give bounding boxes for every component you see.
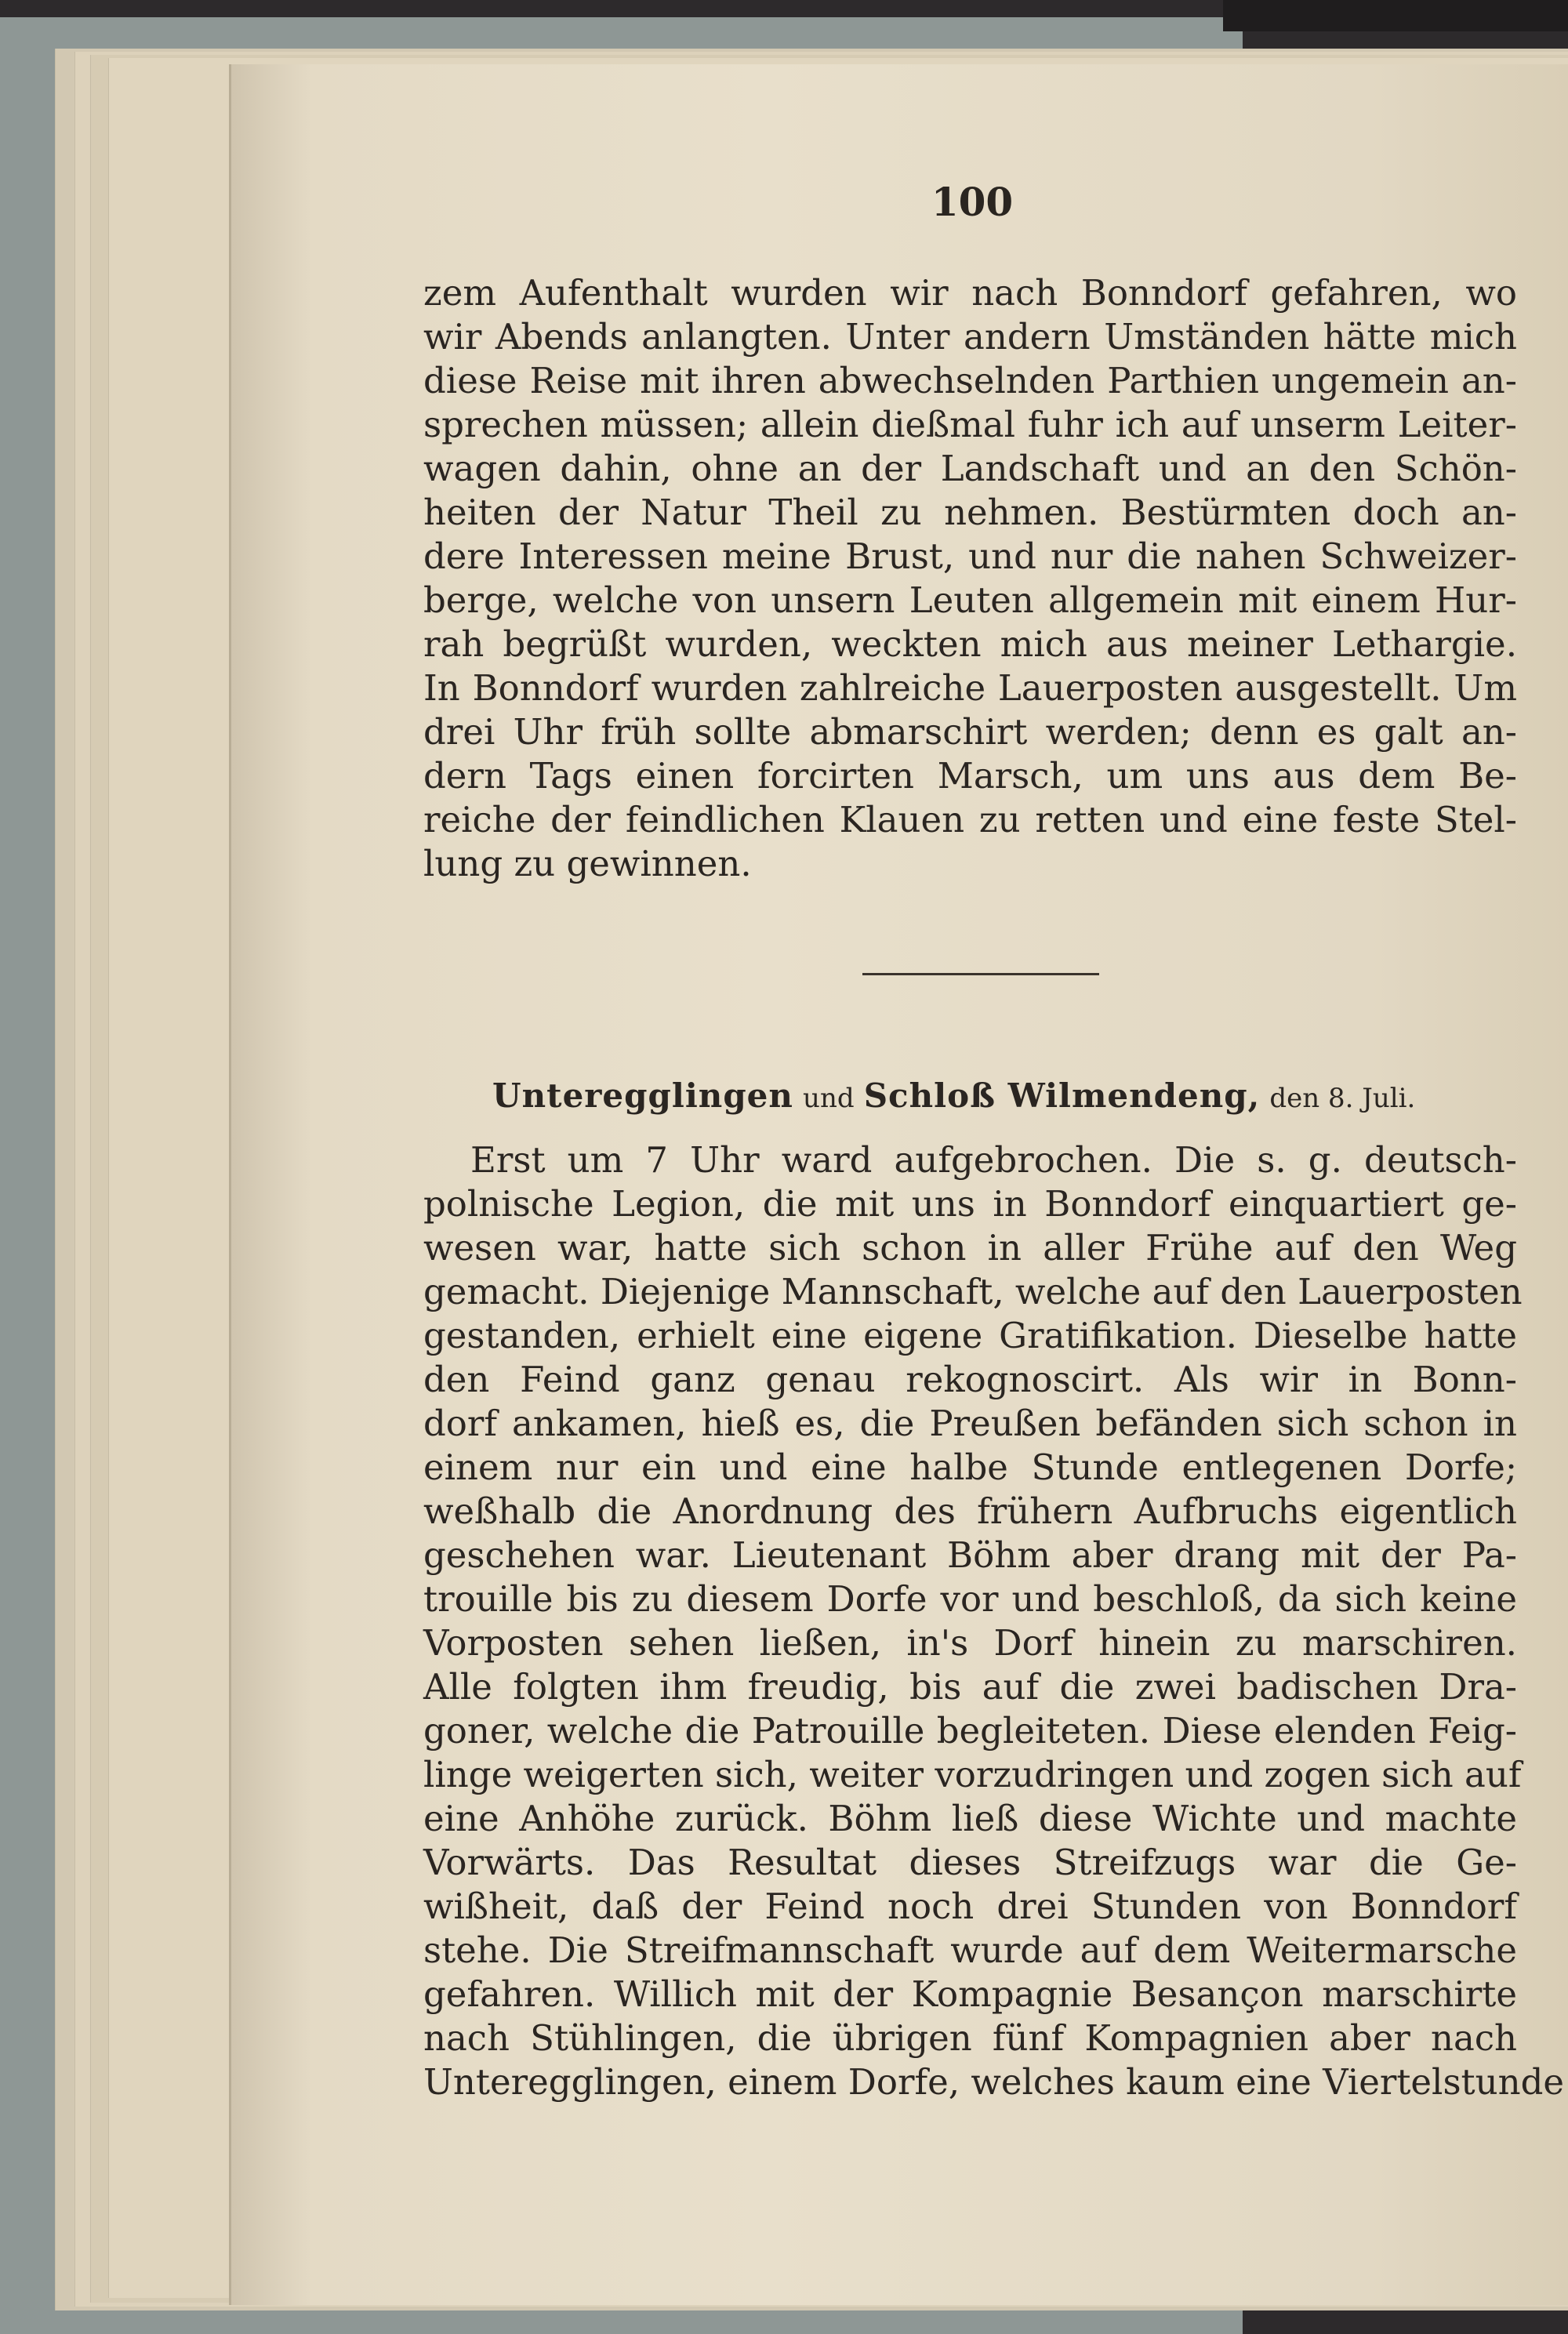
heading-place: Unteregglingen <box>492 1076 793 1115</box>
text-line: heiten der Natur Theil zu nehmen. Bestürmten doch an- <box>423 492 1517 533</box>
background-corner <box>1223 0 1568 31</box>
text-line: In Bonndorf wurden zahlreiche Lauerposten ausgestellt. Um <box>423 667 1517 709</box>
text-line: gestanden, erhielt eine eigene Gratifikation. Dieselbe hatte <box>423 1315 1517 1356</box>
section-divider <box>862 973 1099 975</box>
text-line: weßhalb die Anordnung des frühern Aufbruchs eigentlich <box>423 1490 1517 1532</box>
text-line: linge weigerten sich, weiter vorzudringen und zogen sich auf <box>423 1754 1522 1795</box>
text-line: reiche der feindlichen Klauen zu retten und eine feste Stel- <box>423 799 1517 840</box>
text-line: wir Abends anlangten. Unter andern Umständen hätte mich <box>423 316 1517 358</box>
text-line: den Feind ganz genau rekognoscirt. Als wir in Bonn- <box>423 1359 1517 1400</box>
text-line: geschehen war. Lieutenant Böhm aber drang mit der Pa- <box>423 1534 1517 1576</box>
heading-date: den 8. Juli. <box>1269 1083 1416 1114</box>
text-line: dere Interessen meine Brust, und nur die nahen Schweizer- <box>423 535 1517 577</box>
paragraph-1 <box>423 271 1517 886</box>
text-line: dern Tags einen forcirten Marsch, um uns aus dem Be- <box>423 755 1517 797</box>
text-line: Alle folgten ihm freudig, bis auf die zwei badischen Dra- <box>423 1666 1517 1708</box>
text-line: goner, welche die Patrouille begleiteten. Diese elenden Feig- <box>423 1710 1517 1751</box>
text-line: Unteregglingen, einem Dorfe, welches kaum eine Viertelstunde <box>423 2061 1565 2103</box>
text-line: wagen dahin, ohne an der Landschaft und an den Schön- <box>423 448 1517 489</box>
text-line: eine Anhöhe zurück. Böhm ließ diese Wichte und machte <box>423 1798 1517 1839</box>
heading-conjunction: und <box>803 1083 855 1114</box>
text-line: berge, welche von unsern Leuten allgemein mit einem Hur- <box>423 579 1517 621</box>
section-heading <box>492 1076 1504 1115</box>
text-line: rah begrüßt wurden, weckten mich aus meiner Lethargie. <box>423 623 1517 665</box>
heading-place-2: Schloß Wilmendeng, <box>863 1076 1261 1115</box>
text-line: wißheit, daß der Feind noch drei Stunden von Bonndorf <box>423 1886 1517 1927</box>
text-line: stehe. Die Streifmannschaft wurde auf dem Weitermarsche <box>423 1929 1517 1971</box>
text-line: nach Stühlingen, die übrigen fünf Kompagnien aber nach <box>423 2017 1517 2059</box>
text-line: polnische Legion, die mit uns in Bonndorf einquartiert ge- <box>423 1183 1517 1225</box>
text-line: dorf ankamen, hieß es, die Preußen befänden sich schon in <box>423 1403 1517 1444</box>
text-line: zem Aufenthalt wurden wir nach Bonndorf gefahren, wo <box>423 272 1517 314</box>
page-number: 100 <box>931 179 1014 225</box>
text-line: Vorwärts. Das Resultat dieses Streifzugs war die Ge- <box>423 1842 1517 1883</box>
text-line: Erst um 7 Uhr ward aufgebrochen. Die s. g. deutsch- <box>470 1139 1517 1181</box>
text-line: wesen war, hatte sich schon in aller Frühe auf den Weg <box>423 1227 1517 1269</box>
text-line: einem nur ein und eine halbe Stunde entlegenen Dorfe; <box>423 1446 1517 1488</box>
paragraph-2 <box>423 1138 1565 2104</box>
text-line: lung zu gewinnen. <box>423 843 752 884</box>
text-line: sprechen müssen; allein dießmal fuhr ich auf unserm Leiter- <box>423 404 1517 445</box>
text-line: diese Reise mit ihren abwechselnden Parthien ungemein an- <box>423 360 1517 401</box>
text-line: gemacht. Diejenige Mannschaft, welche auf den Lauerposten <box>423 1271 1523 1312</box>
text-line: gefahren. Willich mit der Kompagnie Besançon marschirte <box>423 1973 1517 2015</box>
text-line: drei Uhr früh sollte abmarschirt werden; denn es galt an- <box>423 711 1517 753</box>
text-line: Vorposten sehen ließen, in's Dorf hinein zu marschiren. <box>423 1622 1517 1664</box>
text-line: trouille bis zu diesem Dorfe vor und beschloß, da sich keine <box>423 1578 1517 1620</box>
